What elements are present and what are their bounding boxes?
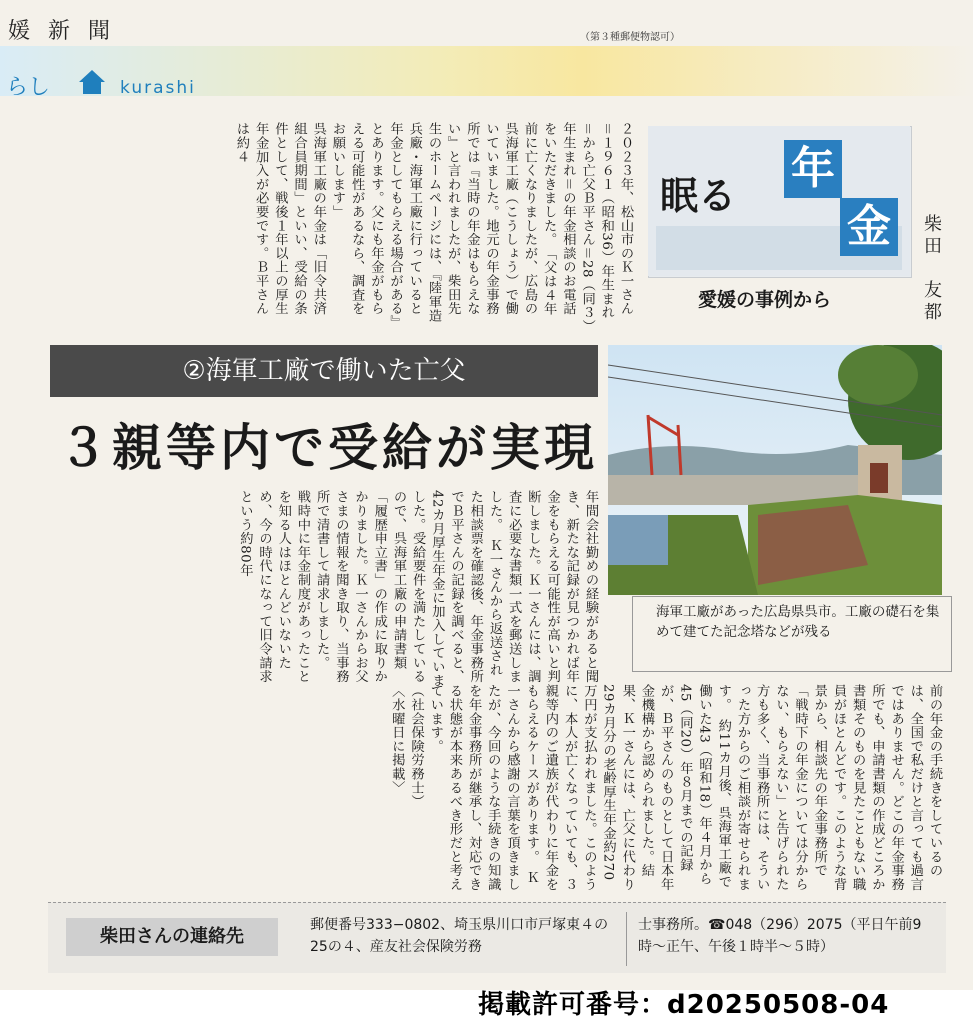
article-column-top (60, 122, 635, 328)
masthead: 媛新聞 (8, 19, 129, 44)
photo-caption: 海軍工廠があった広島県呉市。工廠の礎石を集めて建てた記念塔などが残る (656, 604, 940, 640)
article-column-middle (34, 490, 600, 688)
article-paragraph: ２０２３年、松山市のＫ一さん＝１９６１（昭和36）年生まれ＝から亡父Ｂ平さん＝28（同３）年生まれ＝の年金相談のお電話をいただきました。 「父は４年前に亡くなりましたが、広島の呉海軍工廠（こうしょう）で働いていました。地元の年金事務所では『当時の年金はもらえない』と言われましたが、柴田先生のホームページには、『陸軍造兵廠・海軍工廠に行っていると年金としてもらえる場合がある』とあります。父にも年金がもらえる可能性があるなら、調査をお願いします」 (329, 122, 633, 327)
series-title-char-nen: 年 (784, 140, 842, 198)
author-title-note: （社会保険労務士） (408, 684, 424, 809)
article-paragraph: 呉海軍工廠の年金は「旧令共済組合員期間」といい、受給の条件として、戦後１年以上の厚生年金加入が必要です。Ｂ平さんは約４ (233, 122, 326, 316)
series-title-prefix: 眠る (660, 174, 737, 218)
article-subheadline: ②海軍工廠で働いた亡父 (50, 345, 598, 397)
section-title: らし (6, 75, 51, 100)
section-title-en: kurashi (120, 78, 196, 98)
author-name: 柴田 友都 (921, 214, 942, 324)
series-title-char-kin: 金 (840, 198, 898, 256)
contact-label: 柴田さんの連絡先 (66, 918, 278, 956)
contact-phone-hours: 士事務所。☎048（296）2075（平日午前9時〜正午、午後１時半〜５時） (638, 917, 922, 955)
postal-permit-note: （第３種郵便物認可） (580, 32, 680, 43)
contact-address: 郵便番号333−0802、埼玉県川口市戸塚東４の25の４、産友社会保険労務 (310, 917, 609, 955)
article-headline: ３親等内で受給が実現 (58, 418, 598, 477)
schedule-note: 〈水曜日に掲載〉 (389, 684, 405, 795)
permit-number: 掲載許可番号：d20250508-04 (478, 990, 890, 1020)
article-column-bottom (52, 684, 944, 894)
kure-monument-photo (608, 345, 942, 595)
series-subtitle: 愛媛の事例から (698, 289, 832, 311)
article-paragraph: 前の年金の手続きをしているのは、全国で私だけと言っても過言ではありません。どこの年金事務所でも、申請書類の作成どころか書類そのものを見たこともない職員がほとんどです。このような背景から、相談先の年金事務所で「戦時下の年金については分からない、もらえない」と告げられた方も多く、当事務所には、そういった方からのご相談が寄せられます。 約11カ月後、呉海軍工廠で働いた43（昭和18）年４月から45（同20）年８月までの記録が、Ｂ平さんのものとして日本年金機構から認められました。結果、Ｋ一さんには、亡父に代わり29カ月分の老齢厚生年金約270万円が支払われました。このように、本人が亡くなっていても、３親等内のご遺族が代わりに年金をもらえるケースがあります。 Ｋ一さんから感謝の言葉を頂きましたが、今回のような手続きの知識を年金事務所が継承し、対応できる状態が本来あるべき形だと考えています。 (427, 684, 942, 891)
article-paragraph: 年間会社勤めの経験があると聞き、新たな記録が見つかれば年金をもらえる可能性が高いと判断しました。Ｋ一さんには、調査に必要な書類一式を郵送しました。 Ｋ一さんから返送された相談票を確認後、年金事務所でＢ平さんの記録を調べると、42カ月厚生年金に加入していました。受給要件を満たしているので、呉海軍工廠の申請書類「履歴申立書」の作成に取りかかりました。Ｋ一さんからお父さまの情報を聞き取り、当事務所で清書して請求しました。 戦時中に年金制度があったことを知る人はほとんどいないため、今の時代になって旧令請求という約80年 (237, 490, 598, 688)
contact-divider (626, 912, 627, 966)
house-icon (78, 68, 106, 96)
